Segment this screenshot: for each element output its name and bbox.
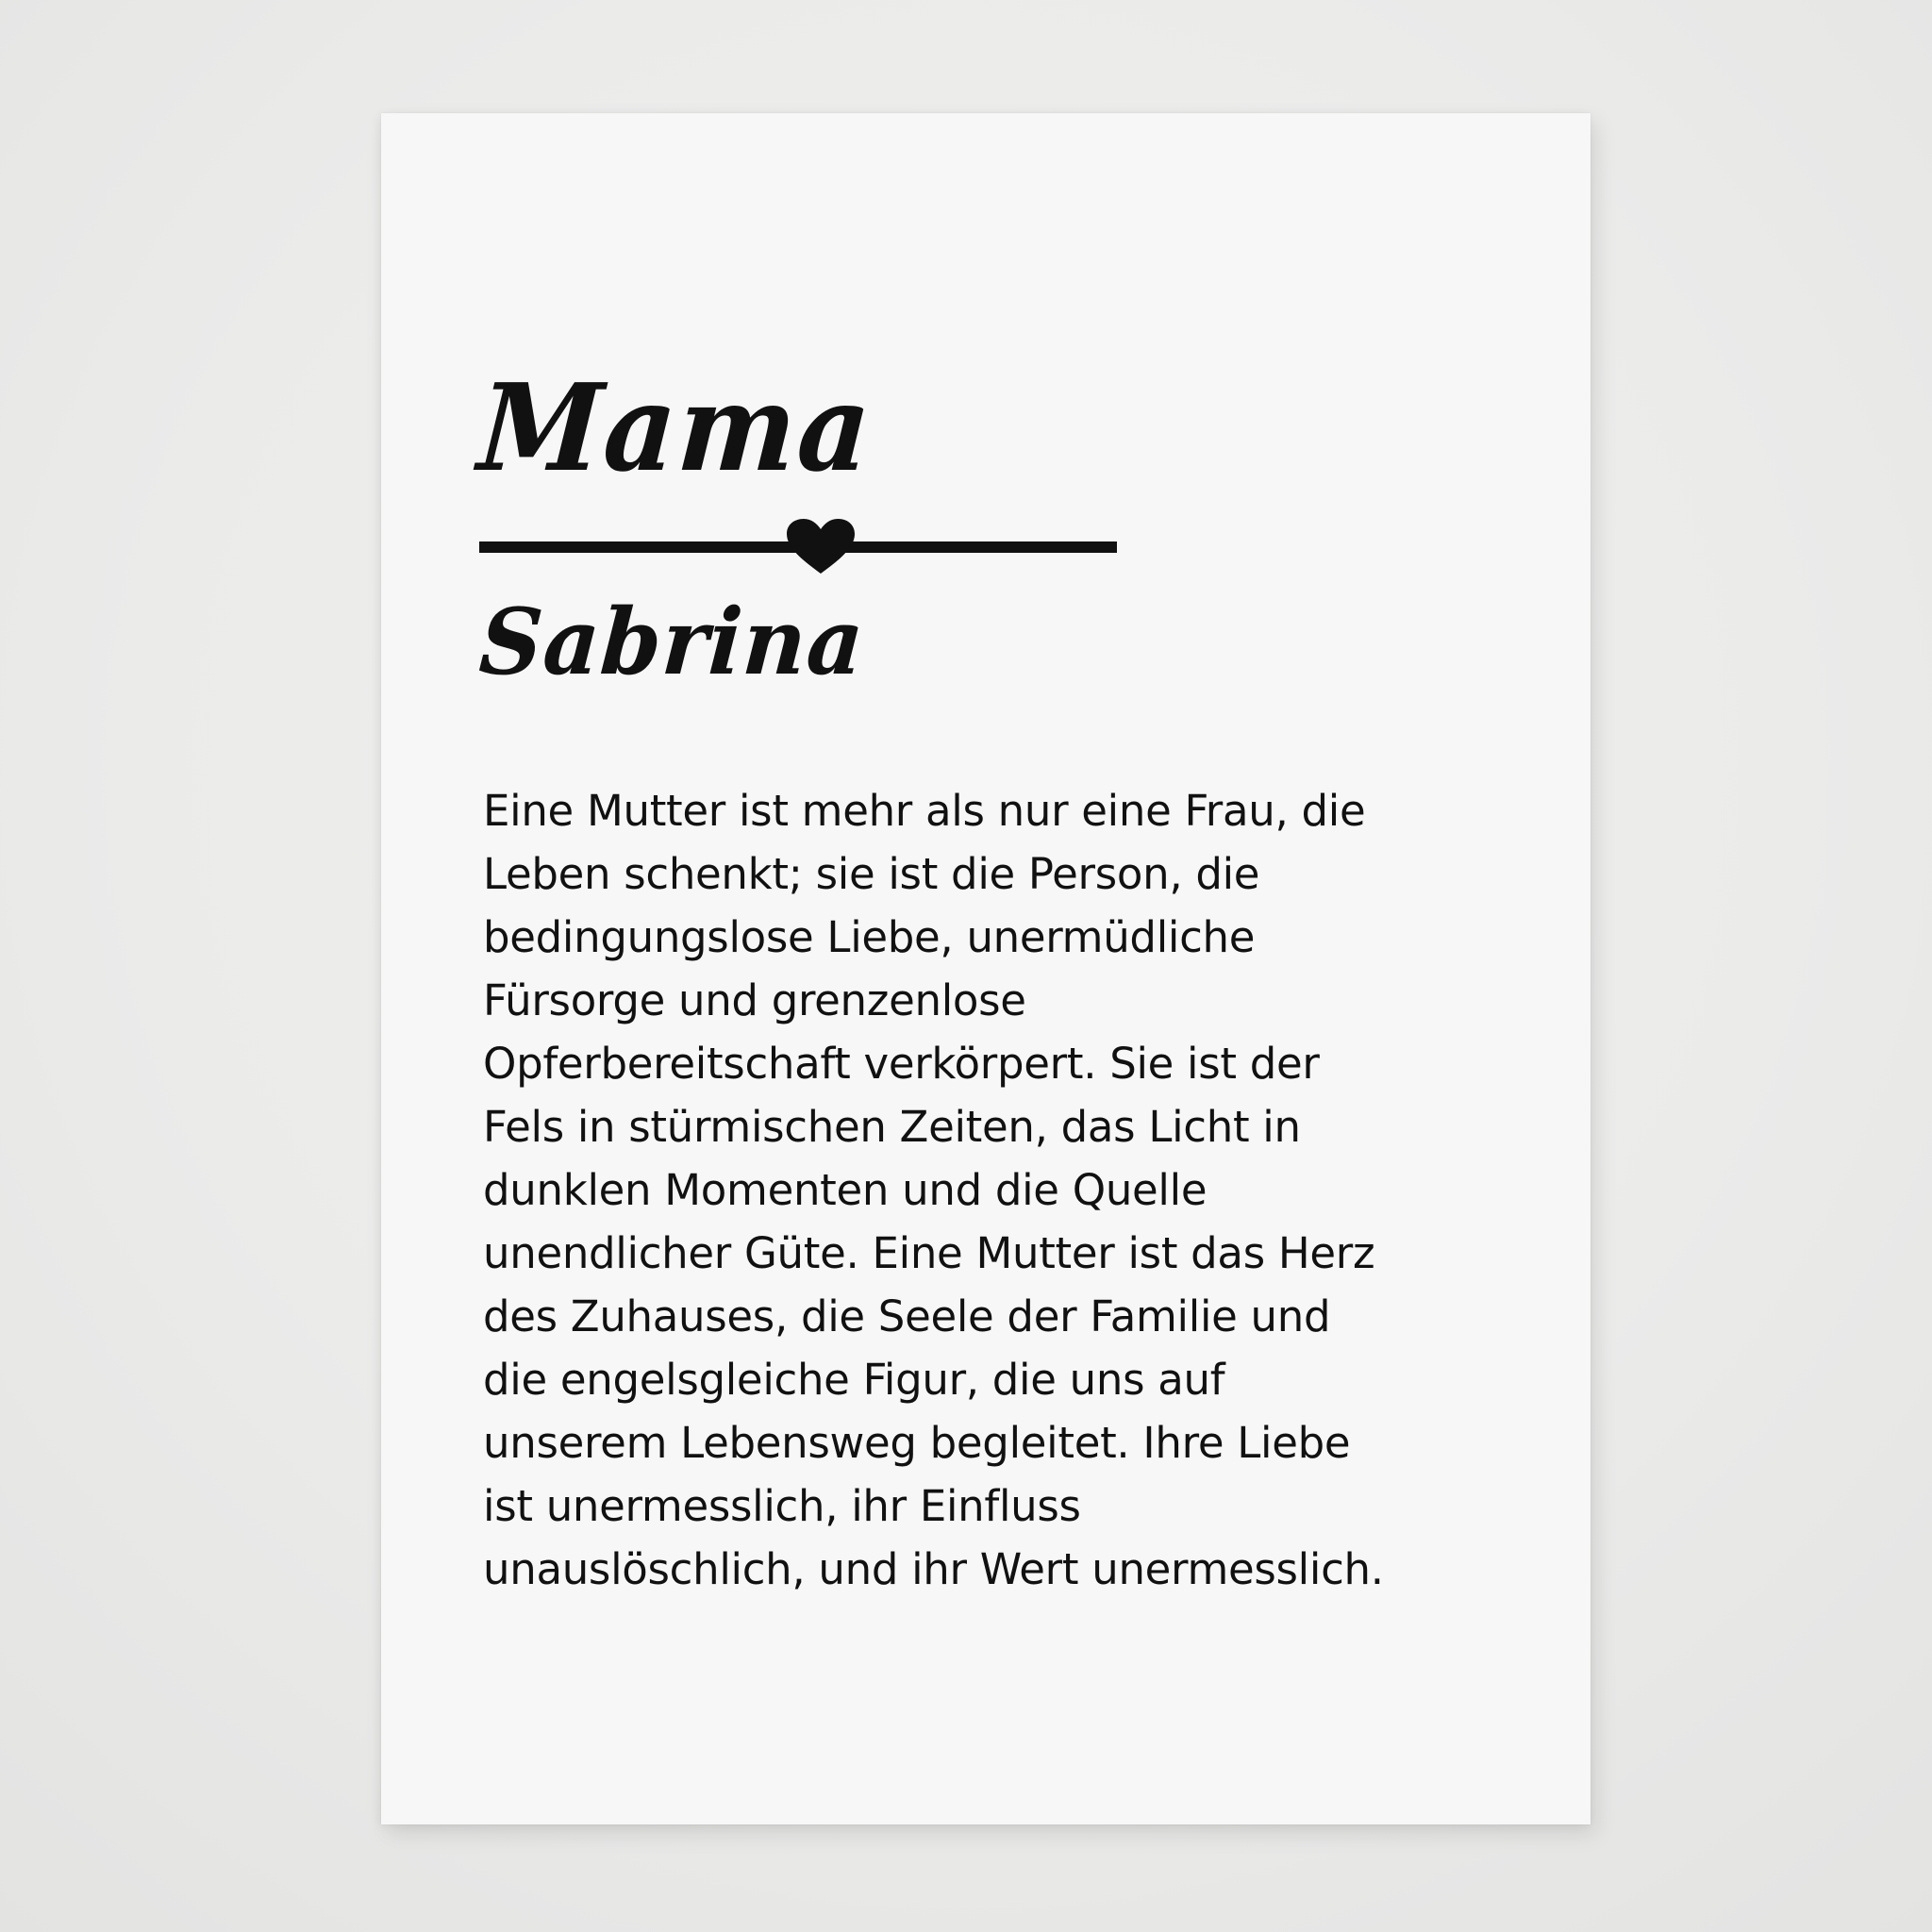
poster-body-text: Eine Mutter ist mehr als nur eine Frau, die Leben schenkt; sie ist die Person, die bedingungslose Liebe, unermüdliche Fürsorge und grenzenlose Opferbereitschaft verkörpert. Sie ist der Fels in stürmischen Zeiten, das Licht in dunklen Momenten und die Quelle unendlicher Güte. Eine Mutter ist das Herz des Zuhauses, die Seele der Familie und die engelsgleiche Figur, die uns auf unserem Lebensweg begleitet. Ihre Liebe ist unermesslich, ihr Einfluss unauslöschlich, und ihr Wert unermesslich. [483,786,1384,1594]
recipient-name: Sabrina [476,588,868,695]
heart-divider [479,521,1117,574]
heart-icon [787,519,855,574]
poster [381,113,1591,1824]
poster-title: Mama [475,357,877,499]
